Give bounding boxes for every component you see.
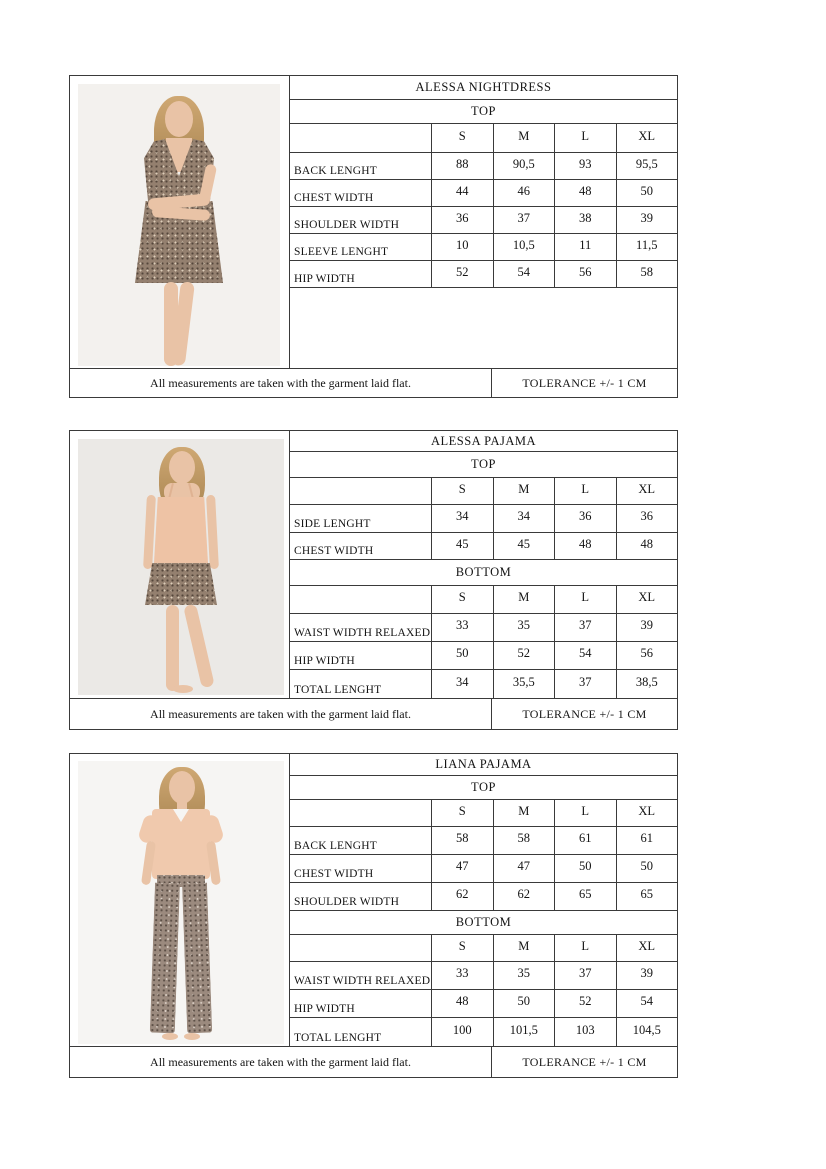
measurement-label: CHEST WIDTH: [290, 533, 432, 559]
measurement-label: TOTAL LENGHT: [290, 1018, 432, 1046]
measurement-label: HIP WIDTH: [290, 261, 432, 287]
size-column-header: L: [555, 800, 617, 826]
size-column-header: M: [494, 800, 556, 826]
measurement-label: CHEST WIDTH: [290, 180, 432, 206]
product-title-row: [290, 76, 677, 100]
size-header-row: [290, 800, 677, 827]
measurement-value: 10: [432, 234, 494, 260]
measurement-value: 33: [432, 614, 494, 641]
measurement-value: 54: [640, 994, 653, 1008]
measurement-value: 35: [494, 962, 556, 989]
size-chart-block-alessa-pajama: [69, 430, 678, 730]
model-arm: [206, 841, 221, 886]
empty-corner-cell: [290, 800, 432, 826]
measurement-value: 45: [494, 533, 556, 559]
measurement-value: 47: [494, 855, 556, 882]
measurement-value: 52: [555, 990, 617, 1017]
empty-table-area: [290, 288, 677, 369]
measurement-value: 37: [494, 207, 556, 233]
measurement-value: 50: [640, 183, 653, 198]
model-foot: [162, 1033, 178, 1040]
tolerance-note: TOLERANCE +/- 1 CM: [522, 706, 647, 721]
measurement-row: [290, 180, 677, 207]
measurement-value: 58: [494, 827, 556, 854]
garment-section-row: [290, 100, 677, 124]
size-column-header: XL: [638, 803, 656, 818]
measurement-label: WAIST WIDTH RELAXED: [290, 614, 432, 641]
size-header-row: [290, 478, 677, 505]
measurement-value: 34: [432, 670, 494, 698]
size-header-row: [290, 935, 677, 962]
measurement-value: 11,5: [636, 237, 658, 252]
measurement-value: 48: [432, 990, 494, 1017]
measurement-value: 61: [555, 827, 617, 854]
measurement-value: 38,5: [635, 674, 658, 689]
measurement-value: 34: [494, 505, 556, 532]
size-column-header: XL: [638, 590, 656, 604]
measurement-value: 39: [640, 966, 653, 980]
measurement-label: BACK LENGHT: [290, 153, 432, 179]
measurement-value: 95,5: [635, 156, 658, 171]
measurement-value: 38: [555, 207, 617, 233]
tolerance-note: TOLERANCE +/- 1 CM: [522, 375, 647, 390]
empty-corner-cell: [290, 478, 432, 504]
garment-section-row: [290, 452, 677, 478]
measurement-value: 33: [432, 962, 494, 989]
size-header-row: [290, 124, 677, 153]
measurement-value: 48: [640, 536, 653, 551]
measurement-row: [290, 207, 677, 234]
measurement-note: All measurements are taken with the garment laid flat.: [70, 1047, 492, 1077]
measurement-value: 54: [494, 261, 556, 287]
table-footer: [70, 698, 677, 729]
measurement-row: [290, 1018, 677, 1046]
model-head: [165, 101, 193, 137]
measurement-value: 39: [640, 210, 653, 225]
model-head: [169, 771, 195, 804]
measurement-value: 45: [432, 533, 494, 559]
measurement-value: 36: [555, 505, 617, 532]
measurement-value: 37: [555, 614, 617, 641]
product-photo-alessa-pajama: [78, 439, 284, 695]
measurement-value: 37: [555, 670, 617, 698]
size-column-header: M: [494, 935, 556, 961]
measurement-row: [290, 614, 677, 642]
measurement-value: 48: [555, 533, 617, 559]
product-photo-alessa-nightdress: [78, 84, 280, 366]
measurement-value: 103: [555, 1018, 617, 1046]
measurement-value: 88: [432, 153, 494, 179]
measurement-value: 56: [555, 261, 617, 287]
size-column-header: L: [555, 935, 617, 961]
measurement-value: 61: [640, 831, 653, 845]
size-chart-block-liana-pajama: [69, 753, 678, 1078]
model-leg: [183, 604, 215, 689]
measurement-value: 62: [432, 883, 494, 910]
measurement-value: 44: [432, 180, 494, 206]
measurement-label: SHOULDER WIDTH: [290, 207, 432, 233]
measurement-value: 36: [640, 509, 653, 523]
measurement-value: 104,5: [632, 1022, 661, 1037]
product-title: LIANA PAJAMA: [435, 757, 532, 771]
empty-corner-cell: [290, 586, 432, 613]
product-title: ALESSA PAJAMA: [430, 433, 537, 448]
model-head: [169, 451, 195, 484]
size-column-header: XL: [638, 128, 656, 143]
size-column-header: S: [432, 124, 494, 152]
measurement-value: 65: [640, 887, 653, 901]
measurement-label: CHEST WIDTH: [290, 855, 432, 882]
size-column-header: L: [555, 586, 617, 613]
measurement-value: 58: [640, 264, 653, 279]
measurement-row: [290, 855, 677, 883]
measurement-value: 54: [555, 642, 617, 669]
measurement-label: SHOULDER WIDTH: [290, 883, 432, 910]
garment-section-header: TOP: [471, 457, 496, 471]
size-column-header: L: [555, 124, 617, 152]
empty-corner-cell: [290, 935, 432, 961]
model-arm: [206, 495, 219, 569]
measurement-label: BACK LENGHT: [290, 827, 432, 854]
measurement-value: 35: [494, 614, 556, 641]
measurement-value: 52: [494, 642, 556, 669]
measurement-row: [290, 990, 677, 1018]
pajama-pants-leg: [150, 883, 180, 1034]
measurement-row: [290, 153, 677, 180]
table-footer: [70, 368, 677, 397]
measurement-value: 36: [432, 207, 494, 233]
measurement-value: 50: [432, 642, 494, 669]
size-header-row: [290, 586, 677, 614]
size-column-header: S: [432, 800, 494, 826]
measurement-value: 50: [494, 990, 556, 1017]
pajama-shorts: [145, 563, 217, 605]
measurement-row: [290, 533, 677, 560]
measurement-value: 93: [555, 153, 617, 179]
measurement-value: 101,5: [494, 1018, 556, 1046]
measurement-value: 90,5: [494, 153, 556, 179]
product-title-row: [290, 431, 677, 452]
measurement-value: 39: [640, 618, 653, 632]
measurement-value: 65: [555, 883, 617, 910]
measurement-row: [290, 962, 677, 990]
measurement-value: 34: [432, 505, 494, 532]
measurement-value: 50: [640, 859, 653, 873]
empty-corner-cell: [290, 124, 432, 152]
size-column-header: L: [555, 478, 617, 504]
size-table-alessa-pajama: [289, 431, 677, 699]
measurement-value: 100: [432, 1018, 494, 1046]
measurement-label: HIP WIDTH: [290, 642, 432, 669]
size-column-header: M: [494, 124, 556, 152]
pajama-pants-leg: [182, 883, 212, 1034]
camisole-top: [154, 497, 208, 563]
measurement-value: 11: [555, 234, 617, 260]
measurement-value: 50: [555, 855, 617, 882]
tolerance-note: TOLERANCE +/- 1 CM: [522, 1054, 647, 1069]
table-footer: [70, 1046, 677, 1077]
measurement-label: WAIST WIDTH RELAXED: [290, 962, 432, 989]
model-foot: [173, 685, 193, 693]
size-table-liana-pajama: [289, 754, 677, 1047]
garment-section-row: [290, 776, 677, 800]
model-foot: [184, 1033, 200, 1040]
size-column-header: S: [432, 586, 494, 613]
measurement-note: All measurements are taken with the garment laid flat.: [70, 699, 492, 729]
measurement-value: 58: [432, 827, 494, 854]
measurement-label: HIP WIDTH: [290, 990, 432, 1017]
measurement-value: 48: [555, 180, 617, 206]
garment-section-header: BOTTOM: [455, 915, 512, 929]
product-title-row: [290, 754, 677, 776]
size-table-alessa-nightdress: [289, 76, 677, 369]
measurement-label: TOTAL LENGHT: [290, 670, 432, 698]
measurement-label: SLEEVE LENGHT: [290, 234, 432, 260]
size-column-header: S: [432, 935, 494, 961]
measurement-value: 62: [494, 883, 556, 910]
size-column-header: XL: [638, 938, 656, 953]
measurement-note: All measurements are taken with the garment laid flat.: [70, 369, 492, 397]
product-title: ALESSA NIGHTDRESS: [415, 80, 552, 94]
product-photo-liana-pajama: [78, 761, 284, 1044]
garment-section-header: TOP: [471, 780, 496, 794]
measurement-value: 52: [432, 261, 494, 287]
measurement-row: [290, 883, 677, 911]
measurement-row: [290, 234, 677, 261]
measurement-value: 47: [432, 855, 494, 882]
measurement-row: [290, 505, 677, 533]
model-leg: [166, 605, 179, 691]
measurement-value: 56: [640, 646, 653, 660]
garment-section-row: [290, 560, 677, 586]
measurement-value: 10,5: [494, 234, 556, 260]
model-arm: [143, 495, 156, 569]
size-column-header: M: [494, 586, 556, 613]
measurement-label: SIDE LENGHT: [290, 505, 432, 532]
size-column-header: XL: [638, 481, 656, 496]
garment-section-header: BOTTOM: [455, 565, 512, 579]
size-chart-block-alessa-nightdress: [69, 75, 678, 398]
measurement-row: [290, 642, 677, 670]
size-column-header: S: [432, 478, 494, 504]
measurement-value: 35,5: [494, 670, 556, 698]
size-column-header: M: [494, 478, 556, 504]
measurement-row: [290, 261, 677, 288]
measurement-value: 37: [555, 962, 617, 989]
garment-section-header: TOP: [471, 104, 496, 118]
measurement-value: 46: [494, 180, 556, 206]
garment-section-row: [290, 911, 677, 935]
measurement-row: [290, 827, 677, 855]
measurement-row: [290, 670, 677, 698]
